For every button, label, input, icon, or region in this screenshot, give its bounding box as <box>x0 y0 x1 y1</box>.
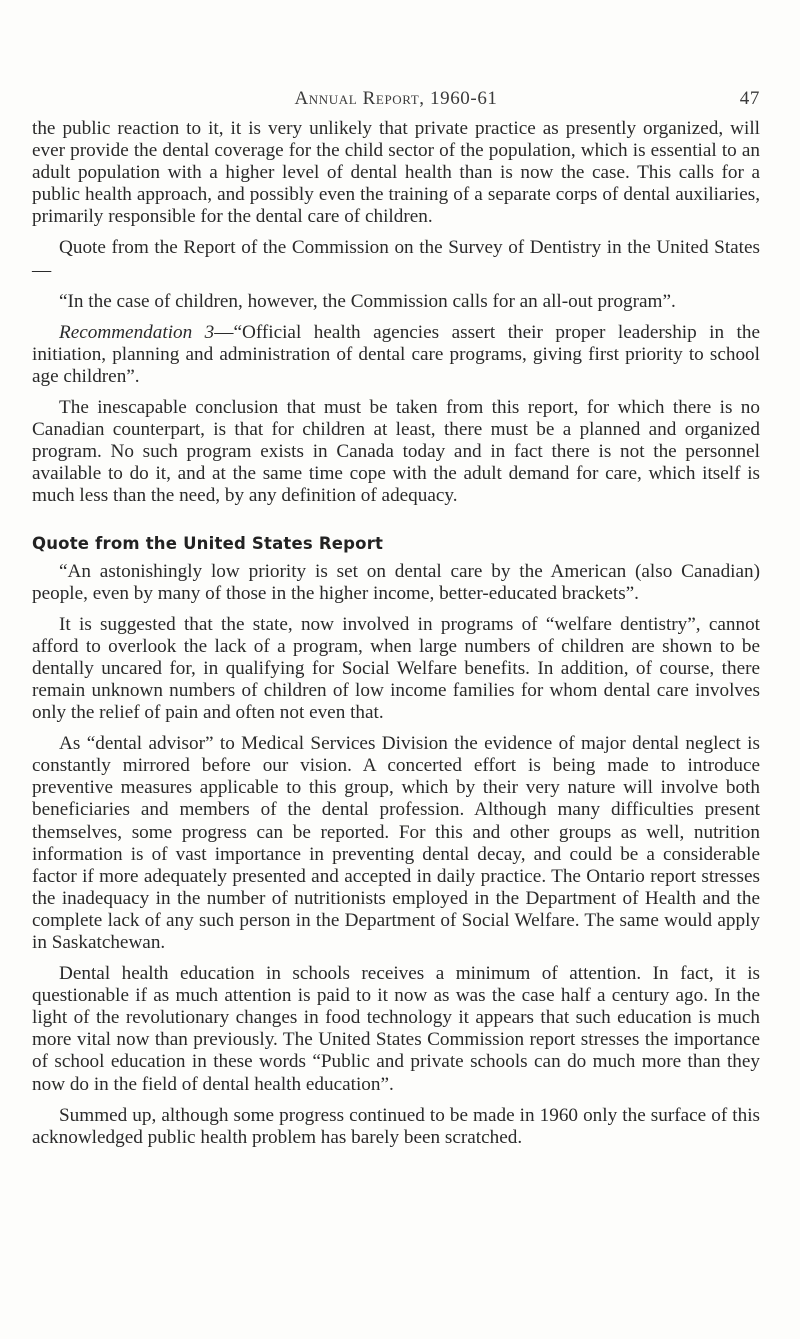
paragraph-recommendation <box>32 322 760 388</box>
paragraph-dental-advisor: As “dental advisor” to Medical Services Division the evidence of major dental neglect is constantly mirrored before our vision. A concerted effort is being made to introduce preventive measures applicable to this group, which by their very nature will involve both beneficiaries and members of the dental profession. Although many difficulties present themselves, some progress can be reported. For this and other groups as well, nutrition information is of vast importance in preventing dental decay, and could be a considerable factor if more adequately presented and accepted in daily practice. The Ontario report stresses the inadequacy in the number of nutritionists employed in the Department of Health and the complete lack of any such person in the Department of Social Welfare. The same would apply in Saskatchewan. <box>32 733 760 953</box>
paragraph-summary: Summed up, although some progress continued to be made in 1960 only the surface of this acknowledged public health problem has barely been scratched. <box>32 1104 760 1148</box>
paragraph-welfare-dentistry: It is suggested that the state, now involved in programs of “welfare dentistry”, cannot afford to overlook the lack of a program, when large numbers of children are shown to be dentally uncared for, in qualifying for Social Welfare benefits. In addition, of course, there remain unknown numbers of children of low income families for whom dental care involves only the relief of pain and often not even that. <box>32 613 760 724</box>
page-number: 47 <box>739 88 760 109</box>
paragraph-us-quote: “An astonishingly low priority is set on dental care by the American (also Canadian) people, even by many of those in the higher income, better-educated brackets”. <box>32 560 760 604</box>
running-head <box>32 88 760 118</box>
paragraph-continued: the public reaction to it, it is very unlikely that private practice as presently organized, will ever provide the dental coverage for the child sector of the population, which is essential to an adult population with a higher level of dental health than is now the case. This calls for a public health approach, and possibly even the training of a separate corps of dental auxiliaries, primarily responsible for the dental care of children. <box>32 118 760 228</box>
running-title: Annual Report, 1960-61 <box>294 88 498 109</box>
recommendation-label: Recommendation 3 <box>59 321 215 343</box>
document-page <box>32 88 760 1158</box>
section-heading: Quote from the United States Report <box>32 533 384 553</box>
paragraph-commission-quote: “In the case of children, however, the Commission calls for an all-out program”. <box>59 290 676 312</box>
paragraph-health-education: Dental health education in schools receives a minimum of attention. In fact, it is questionable if as much attention is paid to it now as was the case half a century ago. In the light of the revolutionary changes in food technology it appears that such education is much more vital now than previously. The United States Commission report stresses the importance of school education in these words “Public and private schools can do much more than they now do in the field of dental health education”. <box>32 963 760 1095</box>
recommendation-text: —“Official health agencies assert their proper leadership in the initiation, planning and administration of dental care programs, giving first priority to school age children”. <box>32 321 760 387</box>
paragraph-conclusion: The inescapable conclusion that must be taken from this report, for which there is no Canadian counterpart, is that for children at least, there must be a planned and organized program. No such program exists in Canada today and in fact there is not the personnel available to do it, and at the same time cope with the adult demand for care, which itself is much less than the need, by any definition of adequacy. <box>32 397 760 507</box>
paragraph-quote-intro: Quote from the Report of the Commission on the Survey of Dentistry in the United States— <box>32 237 760 281</box>
